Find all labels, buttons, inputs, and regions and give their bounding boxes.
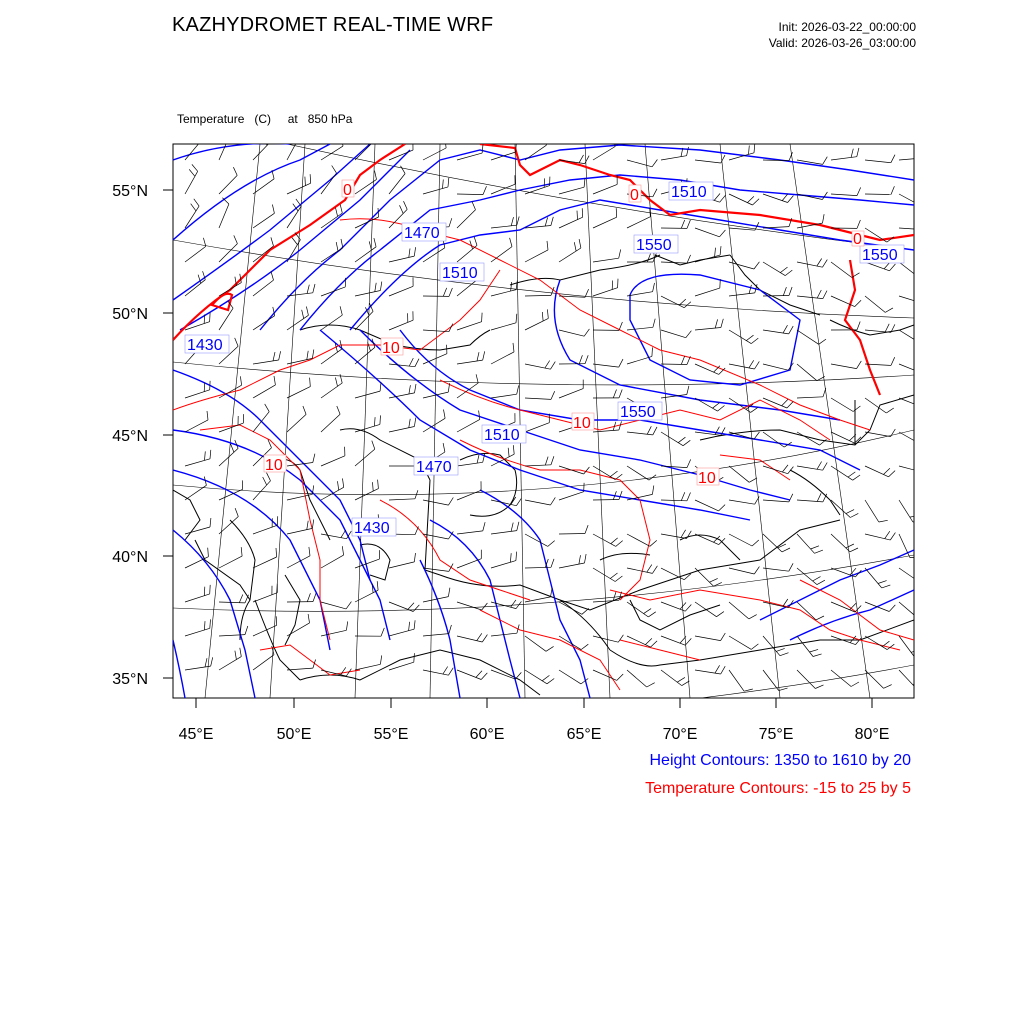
wind-barb-feather — [916, 575, 923, 580]
wind-barb-feather — [291, 135, 297, 142]
wind-barb-feather — [922, 439, 929, 445]
temperature-legend: Temperature Contours: -15 to 25 by 5 — [645, 780, 911, 797]
valid-time: Valid: 2026-03-26_03:00:00 — [768, 36, 916, 50]
height-label: 1510 — [671, 184, 707, 201]
wind-barb-feather — [194, 137, 198, 145]
wind-barb-staff — [865, 194, 891, 195]
wind-barb-staff — [661, 364, 687, 365]
wind-barb-feather — [916, 335, 923, 340]
wind-barb-feather — [616, 208, 617, 217]
lat-label: 50°N — [112, 306, 148, 323]
wind-barb-feather — [204, 587, 205, 596]
lon-label: 80°E — [854, 726, 890, 743]
wind-barb-feather — [482, 313, 483, 322]
height-label: 1550 — [620, 404, 656, 421]
wind-barb-feather — [197, 132, 201, 140]
lon-label: 55°E — [373, 726, 409, 743]
lon-label: 65°E — [566, 726, 602, 743]
lat-label: 55°N — [112, 183, 148, 200]
lon-label: 70°E — [662, 726, 698, 743]
height-label: 1510 — [484, 427, 520, 444]
temperature-label: 0 — [630, 187, 639, 204]
field-temperature: Temperature (C) at 850 hPa — [177, 112, 353, 126]
wind-barb-feather — [925, 222, 929, 230]
wind-barb-feather — [918, 399, 924, 406]
wind-barb-feather — [210, 313, 211, 322]
temperature-label: 10 — [265, 457, 283, 474]
wind-barb-feather — [305, 177, 306, 186]
wind-barb-feather — [925, 149, 928, 158]
temperature-label: 10 — [698, 470, 716, 487]
lat-label: 35°N — [112, 671, 148, 688]
height-label: 1550 — [862, 247, 898, 264]
wind-barb-feather — [582, 208, 583, 217]
wind-barb-feather — [267, 133, 271, 141]
wind-barb-feather — [918, 365, 924, 372]
height-label: 1430 — [354, 520, 390, 537]
height-legend: Height Contours: 1350 to 1610 by 20 — [649, 752, 911, 769]
height-label: 1470 — [416, 459, 452, 476]
init-time: Init: 2026-03-22_00:00:00 — [778, 20, 916, 34]
temperature-label: 10 — [573, 415, 591, 432]
lon-label: 50°E — [276, 726, 312, 743]
temperature-label: 0 — [853, 231, 862, 248]
wind-barb-feather — [917, 198, 924, 204]
latitude-axis — [163, 190, 173, 678]
wind-barb-feather — [577, 211, 578, 220]
wind-barb-feather — [915, 655, 924, 657]
wind-barb-feather — [920, 578, 927, 583]
wind-barb-feather — [917, 686, 925, 689]
wind-barb-feather — [204, 383, 205, 392]
wind-barb-feather — [223, 130, 229, 136]
wind-barb-feather — [276, 616, 277, 625]
wind-barb-feather — [923, 401, 929, 408]
wind-barb-staff — [593, 500, 619, 501]
wind-barb-feather — [914, 611, 922, 615]
wind-barb-feather — [921, 338, 928, 343]
height-label: 1550 — [636, 237, 672, 254]
wind-barb-feather — [919, 615, 927, 619]
wind-barb-feather — [924, 465, 929, 472]
height-label: 1510 — [442, 265, 478, 282]
wind-barb-staff — [559, 534, 585, 535]
lat-label: 45°N — [112, 428, 148, 445]
longitude-axis — [196, 698, 872, 708]
wind-barb-feather — [294, 130, 300, 137]
height-label: 1430 — [187, 337, 223, 354]
wind-barb-feather — [922, 201, 929, 207]
wind-barb-feather — [920, 273, 928, 278]
wind-barb-feather — [915, 270, 923, 275]
lat-label: 40°N — [112, 549, 148, 566]
lon-label: 60°E — [469, 726, 505, 743]
wind-barb-feather — [924, 297, 930, 304]
wind-barb-feather — [370, 133, 374, 141]
wind-barb-feather — [919, 150, 922, 159]
temperature-label: 0 — [343, 182, 352, 199]
lon-label: 45°E — [178, 726, 214, 743]
temperature-label: 10 — [382, 340, 400, 357]
wind-barb-feather — [720, 279, 721, 288]
wind-barb-feather — [923, 367, 929, 374]
height-label: 1470 — [404, 225, 440, 242]
chart-title: KAZHYDROMET REAL-TIME WRF — [172, 14, 494, 36]
lon-label: 75°E — [758, 726, 794, 743]
wind-barb-staff — [763, 296, 789, 297]
wind-barb-feather — [210, 585, 211, 594]
